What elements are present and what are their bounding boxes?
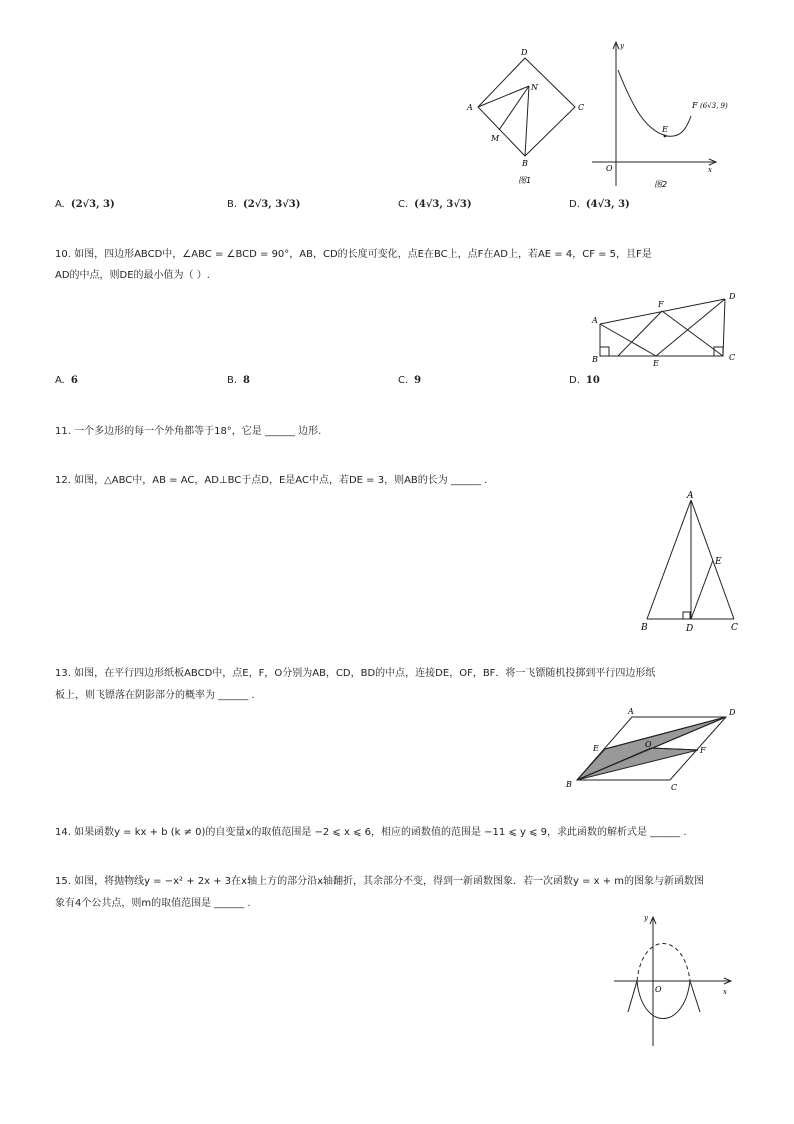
q12-fig-label-A: A [687,491,694,501]
q9-fig2-label-E: E [662,125,668,134]
q9-fig2-label-F-coord: (6√3, 9) [700,102,728,110]
q9-fig2-label-F: F [692,101,698,110]
q15-text-line2: 象有4个公共点，则m的取值范围是 ______ . [55,898,251,909]
q10-figure [588,290,748,370]
q12-fig-label-D: D [686,624,694,634]
q10-fig-label-B: B [592,355,598,364]
q10-option-c-value: 9 [414,375,422,386]
q9-fig2-caption: 图2 [654,180,668,189]
q9-fig2-label-y: y [620,42,624,50]
q10-option-a-label: A. [55,375,65,386]
q15-fig-label-y: y [644,914,648,922]
q10-option-b-value: 8 [243,375,251,386]
q10-option-d-label: D. [569,375,580,386]
q10-text-line2: AD的中点，则DE的最小值为（ ）. [55,270,210,281]
q15-fig-label-O: O [655,985,662,994]
q10-fig-label-F: F [658,300,664,309]
q9-fig1-label-M: M [491,134,500,143]
q13-fig-label-A: A [628,707,634,716]
q13-text-line1: 13. 如图，在平行四边形纸板ABCD中，点E，F，O分别为AB，CD，BD的中点，连接DE，OF，BF．将一飞镖随机投掷到平行四边形纸 [55,668,656,679]
q10-option-b-label: B. [227,375,238,386]
q9-option-a-value: (2√3, 3) [70,199,115,210]
q10-text-line1: 10. 如图，四边形ABCD中，∠ABC = ∠BCD = 90°，AB，CD的长度可变化，点E在BC上，点F在AD上，若AE = 4，CF = 5，且F是 [55,249,652,260]
q13-fig-label-C: C [671,783,678,792]
q10-fig-label-D: D [729,292,736,301]
q9-fig1-label-B: B [522,159,528,168]
q9-figure1 [462,44,592,189]
q9-fig1-label-N: N [531,83,538,92]
q9-option-b-label: B. [227,199,238,210]
q10-option-c-label: C. [398,375,409,386]
q12-text: 12. 如图，△ABC中，AB = AC，AD⊥BC于点D，E是AC中点，若DE = 3，则AB的长为 ______ . [55,475,488,486]
q13-fig-label-D: D [729,708,736,717]
q10-option-c [398,375,421,386]
q9-option-a [55,199,115,210]
q10-fig-label-A: A [592,316,598,325]
q9-option-d [569,199,630,210]
q9-option-b-value: (2√3, 3√3) [243,199,301,210]
q9-option-b [227,199,300,210]
q9-option-d-value: (4√3, 3) [585,199,630,210]
q10-option-d [569,375,600,386]
q9-option-c [398,199,472,210]
q13-fig-label-O: O [645,740,652,749]
q9-option-c-value: (4√3, 3√3) [414,199,472,210]
q12-fig-label-E: E [715,557,722,567]
q9-fig1-label-A: A [467,103,473,112]
q9-fig1-label-C: C [578,103,585,112]
q10-option-b [227,375,250,386]
q13-fig-label-E: E [593,744,599,753]
q10-option-d-value: 10 [585,375,600,386]
q9-option-a-label: A. [55,199,65,210]
q9-option-d-label: D. [569,199,580,210]
q11-text: 11. 一个多边形的每一个外角都等于18°，它是 ______ 边形. [55,426,322,437]
q15-text-line1: 15. 如图，将抛物线y = −x² + 2x + 3在x轴上方的部分沿x轴翻折，其余部分不变，得到一新函数图象．若一次函数y = x + m的图象与新函数图 [55,876,705,887]
q9-option-c-label: C. [398,199,409,210]
q9-figure2 [588,38,748,193]
q12-fig-label-B: B [641,623,648,633]
q10-option-a-value: 6 [70,375,78,386]
q13-fig-label-F: F [700,746,706,755]
q13-text-line2: 板上，则飞镖落在阴影部分的概率为 ______ . [55,690,255,701]
q10-fig-label-E: E [653,359,659,368]
q9-fig1-label-D: D [521,48,528,57]
q13-figure [560,700,750,796]
q9-fig1-caption: 图1 [518,176,532,185]
q10-option-a [55,375,78,386]
q15-figure [604,908,744,1053]
q15-fig-label-x: x [723,988,727,996]
q12-figure [635,488,745,636]
q13-fig-label-B: B [566,780,572,789]
q9-fig2-label-O: O [606,164,613,173]
q12-fig-label-C: C [731,623,738,633]
q10-fig-label-C: C [729,353,736,362]
q9-fig2-label-x: x [708,166,712,174]
q14-text: 14. 如果函数y = kx + b (k ≠ 0)的自变量x的取值范围是 −2 ⩽ x ⩽ 6，相应的函数值的范围是 −11 ⩽ y ⩽ 9，求此函数的解析式是 ______ . [55,827,687,838]
